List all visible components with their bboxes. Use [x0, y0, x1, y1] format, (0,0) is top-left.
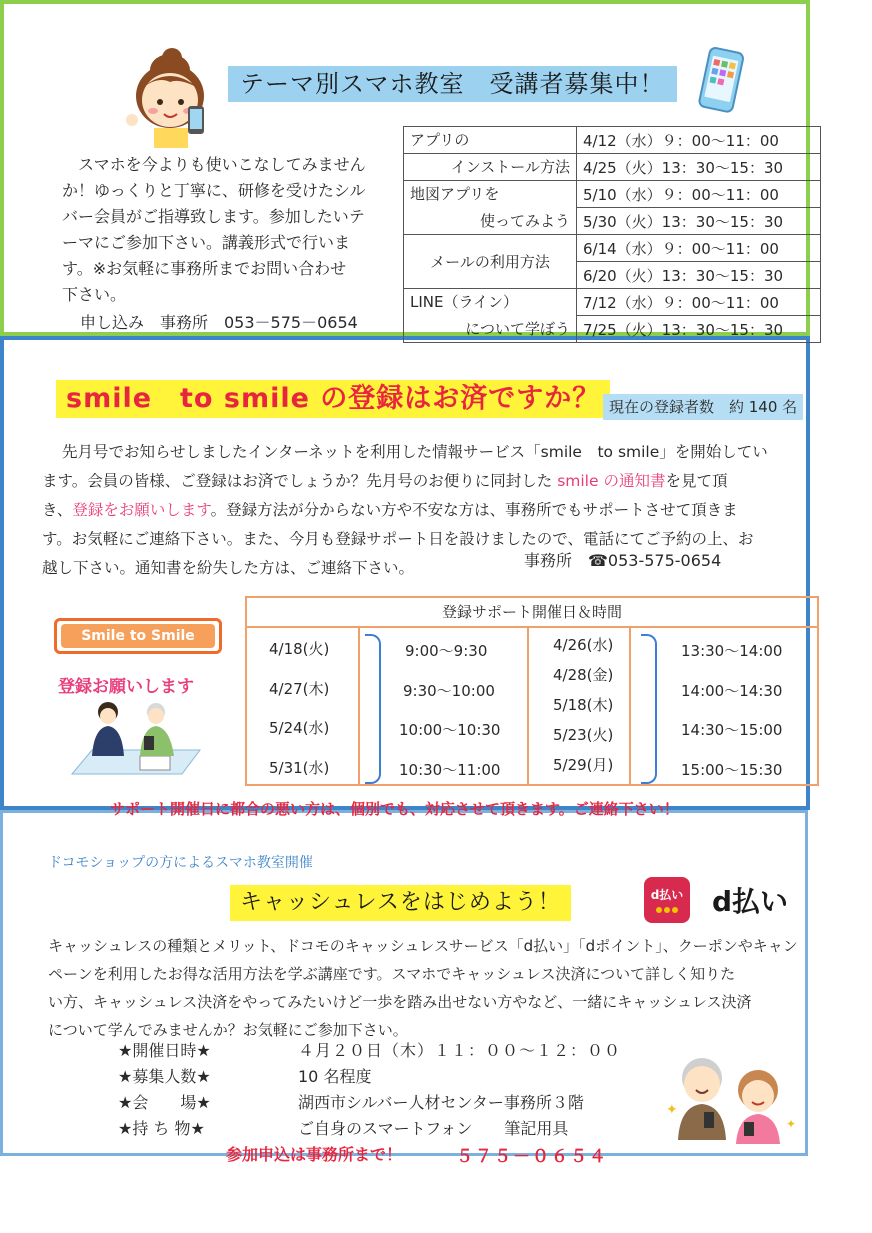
- topic-cell: アプリの: [404, 127, 577, 154]
- detail-value: ご自身のスマートフォン 筆記用具: [298, 1119, 569, 1138]
- body-line: い方、キャッシュレス決済をやってみたいけど一歩を踏み出せない方やなど、一緒にキャッシュレス決済: [48, 993, 752, 1011]
- support-time: 10:00～10:30: [399, 721, 501, 739]
- body-line: スマホを今よりも使いこなしてみません: [62, 155, 366, 174]
- body-line: [62, 438, 832, 467]
- woman-with-phone-illustration: [120, 44, 218, 148]
- body-line: す。※お気軽に事務所までお問い合わせ: [62, 259, 347, 278]
- section3-subtitle: ドコモショップの方によるスマホ教室開催: [48, 855, 313, 871]
- support-date: 4/26(水): [553, 636, 614, 654]
- detail-label: ★募集人数★: [118, 1067, 211, 1086]
- text-span: 先月号でお知らせしましたインターネットを利用した情報サービス「smile to smile」を開始してい: [62, 443, 768, 461]
- support-time: 14:00～14:30: [681, 682, 783, 700]
- support-time: 14:30～15:00: [681, 721, 783, 739]
- date-cell: 6/20（火）13：30～15：30: [577, 262, 821, 289]
- dpay-logo-text: d払い: [712, 885, 789, 918]
- text-span: す。お気軽にご連絡下さい。また、今月も登録サポート日を設けましたので、電話にてご予約の上、お: [42, 530, 754, 548]
- dot: [664, 907, 670, 913]
- topic-cell: インストール方法: [404, 154, 577, 181]
- topic-cell: 使ってみよう: [404, 208, 577, 235]
- table-row: [404, 235, 821, 262]
- smile-to-smile-logo: [54, 618, 222, 654]
- dpay-app-icon: [644, 877, 690, 923]
- section2-title: smile to smile の登録はお済ですか？: [56, 380, 610, 418]
- support-time: 9:30～10:00: [403, 682, 495, 700]
- date-cell: 4/25（火）13：30～15：30: [577, 154, 821, 181]
- body-line: について学んでみませんか？お気軽にご参加下さい。: [48, 1021, 408, 1039]
- table-row: [404, 316, 821, 343]
- support-note: サポート開催日に都合の悪い方は、個別でも、対応させて頂きます。ご連絡下さい！: [110, 800, 679, 818]
- highlight-text: 登録をお願いします: [72, 501, 211, 519]
- date-cell: 4/12（水）９：00～11：00: [577, 127, 821, 154]
- section1-body: [62, 152, 402, 308]
- registrant-count: 現在の登録者数 約 140 名: [603, 394, 803, 420]
- support-date: 4/18(火): [269, 640, 330, 658]
- detail-label: ★会 場★: [118, 1093, 211, 1112]
- topic-cell: メールの利用方法: [404, 235, 577, 289]
- detail-label: ★持 ち 物★: [118, 1119, 205, 1138]
- date-cell: 6/14（水）９：00～11：00: [577, 235, 821, 262]
- detail-value: 湖西市シルバー人材センター事務所３階: [298, 1093, 584, 1112]
- support-time: 15:00～15:30: [681, 761, 783, 779]
- section3-title: キャッシュレスをはじめよう！: [230, 885, 571, 921]
- support-time: 13:30～14:00: [681, 642, 783, 660]
- body-line: キャッシュレスの種類とメリット、ドコモのキャッシュレスサービス「d払い」「dポイント」、クーポンやキャン: [48, 937, 798, 955]
- body-line: バー会員がご指導致します。参加したいテ: [62, 207, 365, 226]
- body-line: [42, 467, 832, 496]
- seniors-with-phones-illustration: [660, 1054, 800, 1146]
- divider: [358, 626, 360, 784]
- body-line: [42, 496, 832, 525]
- dpay-icon-label: d払い: [650, 888, 684, 902]
- table-row: [404, 127, 821, 154]
- office-phone: 事務所 ☎053-575-0654: [524, 551, 722, 570]
- text-span: 。登録方法が分からない方や不安な方は、事務所でもサポートさせて頂きま: [210, 501, 738, 519]
- support-date: 5/29(月): [553, 756, 614, 774]
- table-row: [404, 289, 821, 316]
- topic-cell: 地図アプリを: [404, 181, 577, 208]
- smartphone-icon: [690, 46, 754, 116]
- support-schedule-table: [245, 596, 819, 786]
- body-line: ーマにご参加下さい。講義形式で行いま: [62, 233, 351, 252]
- body-line: 下さい。: [62, 285, 127, 304]
- support-date: 4/27(木): [269, 680, 330, 698]
- support-date: 5/24(水): [269, 719, 330, 737]
- dot: [656, 907, 662, 913]
- text-span: を見て頂: [665, 472, 728, 490]
- date-cell: 5/30（火）13：30～15：30: [577, 208, 821, 235]
- class-schedule-table: [403, 126, 821, 343]
- highlight-text: smile の通知書: [557, 472, 666, 490]
- section1-title: テーマ別スマホ教室 受講者募集中！: [228, 66, 677, 102]
- staff-helping-senior-illustration: [66, 698, 206, 784]
- please-register-label: 登録お願いします: [58, 677, 194, 697]
- support-date: 5/31(水): [269, 759, 330, 777]
- section3-body: [48, 932, 838, 1044]
- text-span: き、: [42, 501, 73, 519]
- support-time: 10:30～11:00: [399, 761, 501, 779]
- text-span: ます。会員の皆様、ご登録はお済でしょうか？先月号のお便りに同封した: [42, 472, 558, 490]
- table-row: [404, 181, 821, 208]
- date-cell: 7/12（水）９：00～11：00: [577, 289, 821, 316]
- table-row: [404, 208, 821, 235]
- apply-label: 参加申込は事務所まで！: [226, 1145, 403, 1164]
- apply-phone: ５７５－０６５４: [456, 1147, 608, 1167]
- svg-text:✦: ✦: [666, 1102, 678, 1118]
- brace-icon: [641, 634, 657, 784]
- body-line: ペーンを利用したお得な活用方法を学ぶ講座です。スマホでキャッシュレス決済について詳しく知りた: [48, 965, 736, 983]
- divider: [527, 626, 529, 784]
- dot: [672, 907, 678, 913]
- brace-icon: [365, 634, 381, 784]
- divider: [629, 626, 631, 784]
- table-row: [404, 154, 821, 181]
- topic-cell: LINE（ライン）: [404, 289, 577, 316]
- date-cell: 5/10（水）９：00～11：00: [577, 181, 821, 208]
- detail-value: 10 名程度: [298, 1067, 372, 1086]
- support-time: 9:00～9:30: [405, 642, 488, 660]
- body-line: か！ゆっくりと丁寧に、研修を受けたシル: [62, 181, 366, 200]
- schedule-header: 登録サポート開催日＆時間: [247, 598, 817, 628]
- text-span: 越し下さい。通知書を紛失した方は、ご連絡下さい。: [42, 559, 415, 577]
- support-date: 4/28(金): [553, 666, 614, 684]
- support-date: 5/23(火): [553, 726, 614, 744]
- topic-cell: について学ぼう: [404, 316, 577, 343]
- detail-value: ４月２０日（木）１１：００～１２：００: [298, 1041, 622, 1060]
- svg-text:✦: ✦: [786, 1117, 797, 1131]
- apply-contact: 申し込み 事務所 053－575－0654: [80, 313, 358, 332]
- date-cell: 7/25（火）13：30～15：30: [577, 316, 821, 343]
- smile-logo-label: Smile to Smile: [61, 624, 215, 648]
- detail-label: ★開催日時★: [118, 1041, 211, 1060]
- support-date: 5/18(木): [553, 696, 614, 714]
